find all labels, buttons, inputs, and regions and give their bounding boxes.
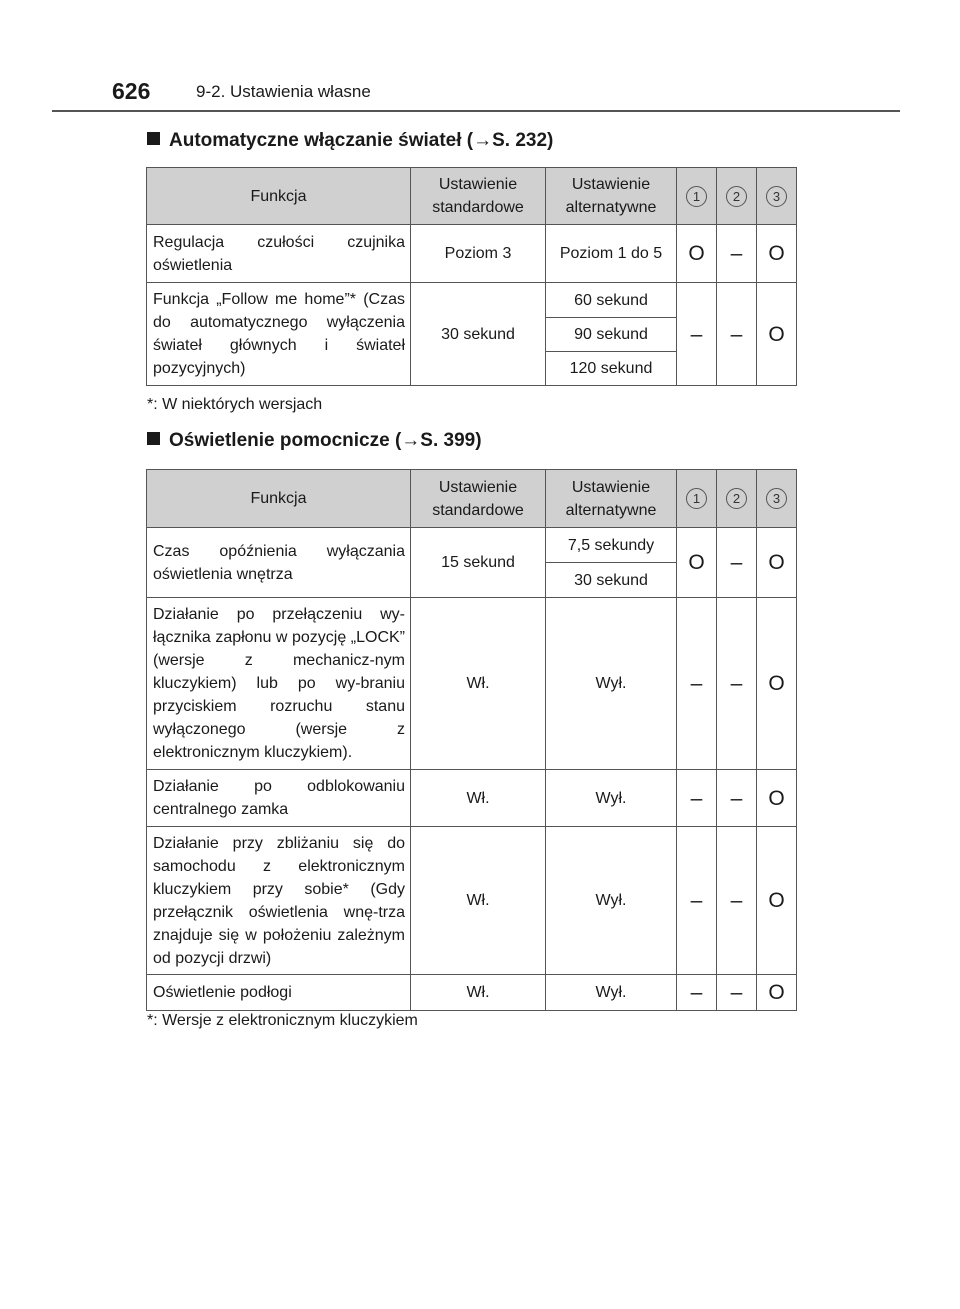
mark-cell-1: O (677, 225, 717, 283)
function-cell: Działanie przy zbliżaniu się do samochodu z elektronicznym kluczykiem przy sobie* (Gdy przełącznik oświetlenia wnę-trza znajduje się w położeniu zależnym od pozycji drzwi) (147, 827, 411, 975)
mark-cell-2: – (717, 975, 757, 1011)
circled-number-2-icon: 2 (726, 488, 747, 509)
mark-cell-3: O (757, 225, 797, 283)
mark-cell-3: O (757, 827, 797, 975)
mark-cell-3: O (757, 528, 797, 598)
circled-number-2-icon: 2 (726, 186, 747, 207)
standard-cell: Wł. (411, 827, 546, 975)
standard-cell: Wł. (411, 975, 546, 1011)
mark-cell-2: – (717, 598, 757, 770)
column-header-standard: Ustawienie standardowe (411, 470, 546, 528)
alternative-cell: Poziom 1 do 5 (546, 225, 677, 283)
circled-number-3-icon: 3 (766, 186, 787, 207)
table-row (147, 975, 797, 1011)
alternative-cell: Wył. (546, 827, 677, 975)
standard-cell: Poziom 3 (411, 225, 546, 283)
circled-number-3-icon: 3 (766, 488, 787, 509)
section-title-text: Automatyczne włączanie świateł (→S. 232) (169, 130, 554, 151)
column-header-alternative: Ustawienie alternatywne (546, 470, 677, 528)
standard-cell: 30 sekund (411, 283, 546, 386)
table-row (147, 528, 797, 563)
page-header (112, 78, 902, 108)
mark-cell-3: O (757, 770, 797, 827)
mark-cell-3: O (757, 598, 797, 770)
mark-cell-1: – (677, 283, 717, 386)
table-row (147, 225, 797, 283)
mark-cell-3: O (757, 283, 797, 386)
footnote-section1: *: W niektórych wersjach (147, 396, 323, 413)
alternative-cell: 90 sekund (546, 318, 677, 352)
mark-cell-1: O (677, 528, 717, 598)
column-header-alternative: Ustawienie alternatywne (546, 168, 677, 225)
section-title-auxiliary-lighting (147, 430, 482, 452)
alternative-cell: 7,5 sekundy (546, 528, 677, 563)
table-row (147, 283, 797, 318)
square-bullet-icon (147, 132, 160, 145)
mark-cell-2: – (717, 770, 757, 827)
header-rule (52, 110, 900, 112)
table-auxiliary-lighting (146, 469, 797, 1011)
circled-number-1-icon: 1 (686, 488, 707, 509)
table-header-row (147, 470, 797, 528)
alternative-cell: Wył. (546, 975, 677, 1011)
mark-cell-1: – (677, 827, 717, 975)
standard-cell: Wł. (411, 598, 546, 770)
table-row (147, 770, 797, 827)
standard-cell: Wł. (411, 770, 546, 827)
column-header-function: Funkcja (147, 470, 411, 528)
alternative-cell: 120 sekund (546, 352, 677, 386)
function-cell: Oświetlenie podłogi (147, 975, 411, 1011)
section-title-auto-lights (147, 130, 553, 152)
standard-cell: 15 sekund (411, 528, 546, 598)
mark-cell-2: – (717, 283, 757, 386)
mark-cell-2: – (717, 827, 757, 975)
table-row (147, 598, 797, 770)
mark-cell-1: – (677, 975, 717, 1011)
mark-cell-1: – (677, 598, 717, 770)
function-cell: Regulacja czułości czujnika oświetlenia (147, 225, 411, 283)
alternative-cell: Wył. (546, 598, 677, 770)
square-bullet-icon (147, 432, 160, 445)
column-header-standard: Ustawienie standardowe (411, 168, 546, 225)
table-row (147, 827, 797, 975)
alternative-cell: Wył. (546, 770, 677, 827)
table-header-row (147, 168, 797, 225)
column-header-function: Funkcja (147, 168, 411, 225)
function-cell: Działanie po przełączeniu wy-łącznika zapłonu w pozycję „LOCK” (wersje z mechanicz-nym kluczykiem) lub po wy-braniu przyciskiem rozruchu stanu wyłączonego (wersje z elektronicznym kluczykiem). (147, 598, 411, 770)
alternative-cell: 30 sekund (546, 563, 677, 598)
table-auto-lights (146, 167, 797, 386)
mark-cell-2: – (717, 528, 757, 598)
circled-number-1-icon: 1 (686, 186, 707, 207)
alternative-cell: 60 sekund (546, 283, 677, 318)
section-title-text: Oświetlenie pomocnicze (→S. 399) (169, 430, 482, 451)
mark-cell-3: O (757, 975, 797, 1011)
footnote-section2: *: Wersje z elektronicznym kluczykiem (147, 1012, 418, 1029)
mark-cell-1: – (677, 770, 717, 827)
function-cell: Funkcja „Follow me home”* (Czas do automatycznego wyłączenia świateł głównych i świateł pozycyjnych) (147, 283, 411, 386)
chapter-title: 9-2. Ustawienia własne (196, 82, 371, 101)
page-number: 626 (112, 78, 151, 104)
mark-cell-2: – (717, 225, 757, 283)
function-cell: Czas opóźnienia wyłączania oświetlenia wnętrza (147, 528, 411, 598)
function-cell: Działanie po odblokowaniu centralnego zamka (147, 770, 411, 827)
